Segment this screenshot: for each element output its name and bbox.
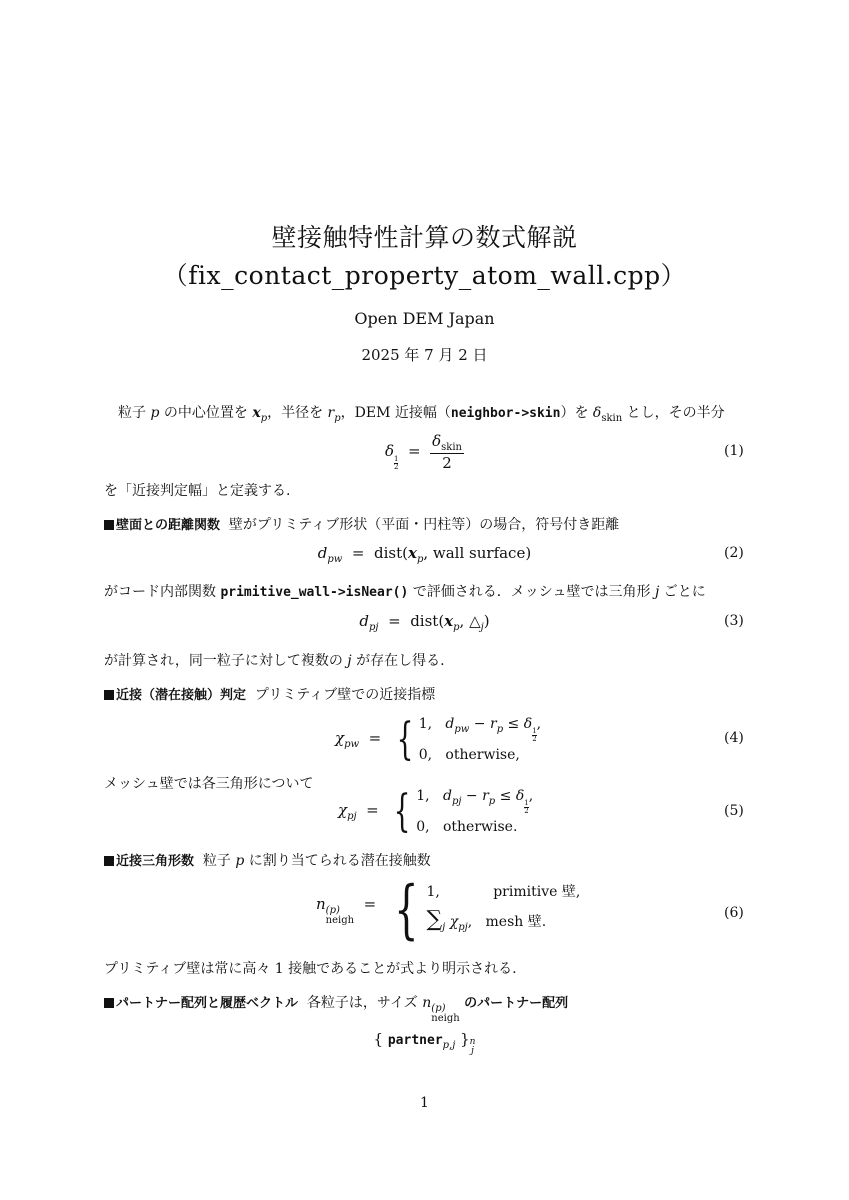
title-line-1: 壁接触特性計算の数式解説 [271,223,578,252]
equation-2: $d_{pw}$ = $dist(x_p$, wall surface) [317,544,532,565]
after-eq3-text: が計算され，同一粒子に対して複数の j が存在し得る. [104,653,445,669]
mesh-text: メッシュ壁では各三角形について [104,776,314,792]
title-line-2: （fix_contact_property_atom_wall.cpp） [162,261,687,290]
author: Open DEM Japan [354,309,495,328]
section-wall-distance: 壁面との距離関数 壁がプリミティブ形状（平面・円柱等）の場合，符号付き距離 [104,514,619,534]
equation-4-number: (4) [724,730,744,746]
after-eq2-text: がコード内部関数 primitive_wall->isNear() で評価される．メッシュ壁では三角形 j ごとに [104,584,706,600]
page-number: 1 [420,1095,429,1111]
equation-4: $\chi_{pw}$ = { 1, $d_{pw} - r_p \le \delta$ $\frac{1}{2}$ , 0, otherwise, [335,713,542,765]
equation-3-number: (3) [724,613,744,629]
equation-6: n (p) neigh = { 1, primitive 壁, $\sum_j$ $\chi_{pj}$, mesh 壁. [316,873,581,947]
intro-paragraph: 粒子 p の中心位置を $x_p$，半径を $r_p$，DEM 近接幅（neighbor->skin）を $\delta_{skin}$ とし，その半分 [118,405,725,424]
section-neighbor-count: 近接三角形数 粒子 p に割り当てられる潜在接触数 [104,850,431,870]
date: 2025 年 7 月 2 日 [361,346,488,364]
section-partner-array: パートナー配列と履歴ベクトル 各粒子は，サイズ n (p) neigh のパートナー配列 [104,992,568,1024]
equation-partner-set: { partner$_{p,j}$ } n j [373,1030,476,1056]
equation-2-number: (2) [724,545,744,561]
section-bullet-icon [104,520,114,530]
equation-6-number: (6) [724,905,744,921]
equation-1-number: (1) [724,443,744,459]
equation-5: $\chi_{pj}$ = { 1, $d_{pj} - r_p \le \delta$ $\frac{1}{2}$ , 0, otherwise. [338,785,534,837]
equation-5-number: (5) [724,803,744,819]
after-eq6-text: プリミティブ壁は常に高々 1 接触であることが式より明示される. [104,961,517,977]
section-bullet-icon [104,856,114,866]
after-eq1-text: を「近接判定幅」と定義する. [104,483,291,499]
equation-1: δ $\frac{1}{2}$ = $\frac{\delta_{skin}}{2}$ [384,432,462,472]
section-bullet-icon [104,998,114,1008]
section-bullet-icon [104,690,114,700]
section-proximity: 近接（潜在接触）判定 プリミティブ壁での近接指標 [104,684,435,704]
equation-3: $d_{pj}$ = $dist(x_p$, $\triangle_j$) [359,612,490,633]
